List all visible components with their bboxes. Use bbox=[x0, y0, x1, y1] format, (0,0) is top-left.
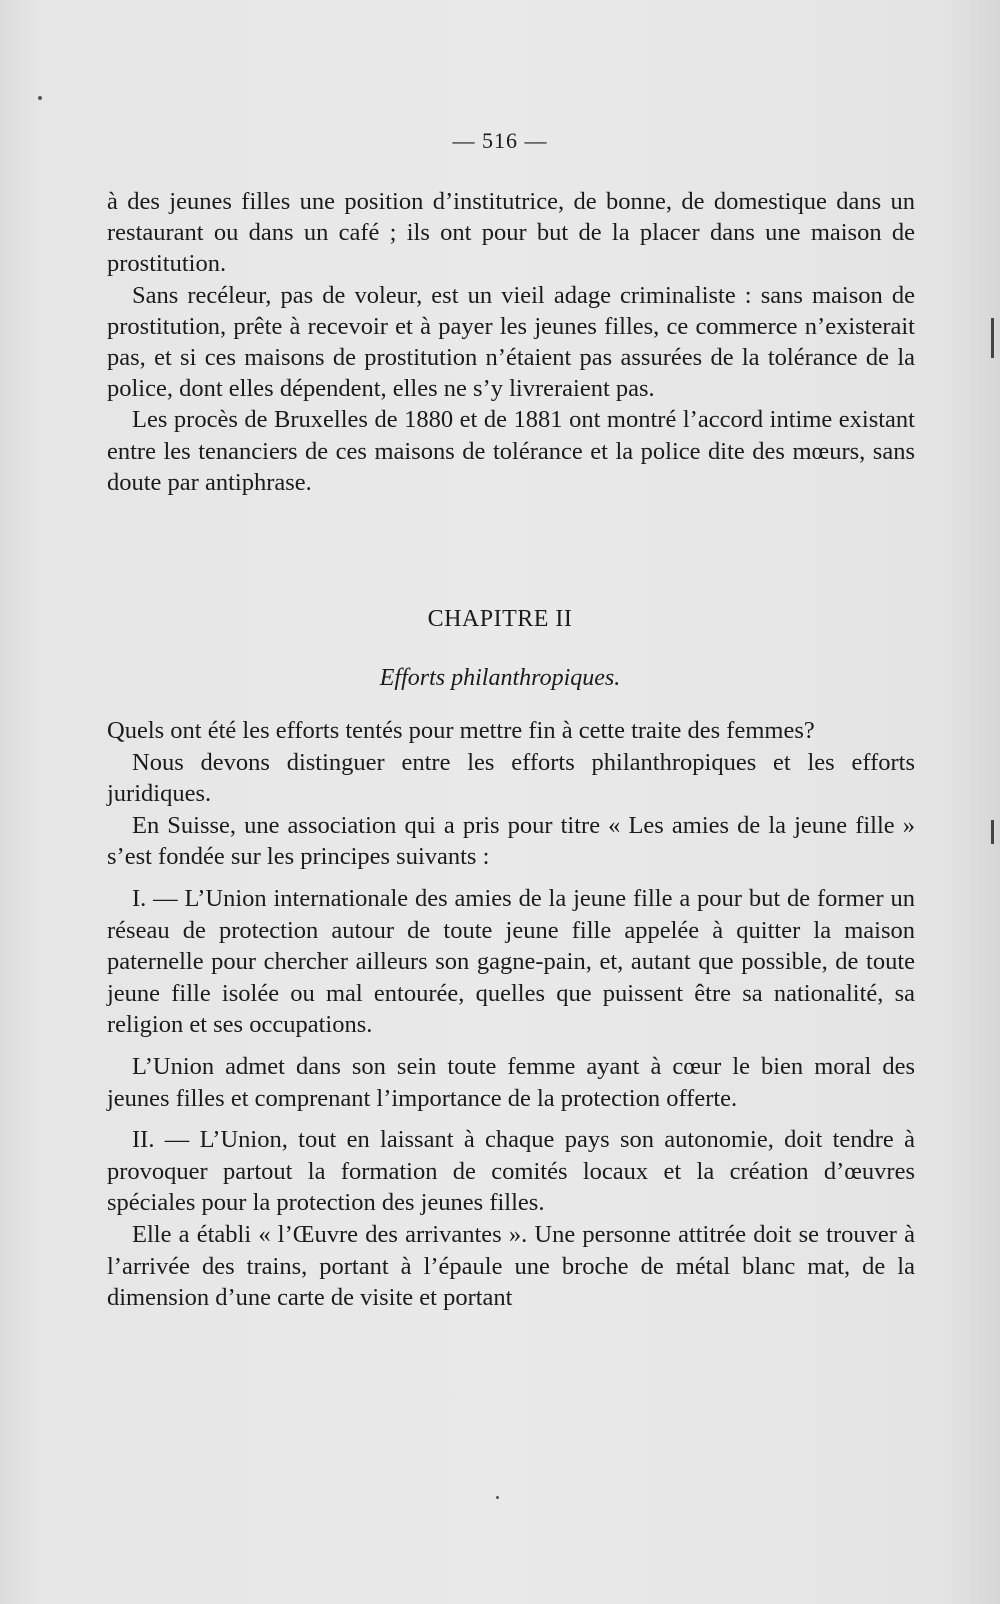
page-edge-mark bbox=[991, 318, 994, 358]
paragraph: Les procès de Bruxelles de 1880 et de 1881 ont montré l’accord intime existant entre les tenanciers de ces maisons de tolérance et la police dite des mœurs, sans doute par antiphrase. bbox=[107, 406, 915, 496]
paragraph: Nous devons distinguer entre les efforts philanthropiques et les efforts juridiques. bbox=[107, 748, 915, 808]
paragraph: Elle a établi « l’Œuvre des arrivantes ». Une personne attitrée doit se trouver à l’arrivée des trains, portant à l’épaule une broche de métal blanc mat, de la dimension d’une carte de visite et portant bbox=[107, 1220, 915, 1312]
paragraph: Sans recéleur, pas de voleur, est un vieil adage criminaliste : sans maison de prostitution, prête à recevoir et à payer les jeunes filles, ce commerce n’existerait pas, et si ces maisons de prostitution n’étaient pas assurées de la tolérance de la police, dont elles dépendent, elles ne s’y livreraient pas. bbox=[107, 281, 915, 403]
continuation-text bbox=[107, 186, 915, 498]
paper-speck bbox=[496, 1496, 499, 1499]
paragraph: En Suisse, une association qui a pris pour titre « Les amies de la jeune fille » s’est fondée sur les principes suivants : bbox=[107, 811, 915, 871]
body-text bbox=[107, 715, 915, 1314]
paragraph-gap bbox=[107, 1114, 915, 1124]
paragraph: II. — L’Union, tout en laissant à chaque pays son autonomie, doit tendre à provoquer partout la formation de comités locaux et la création d’œuvres spéciales pour la protection des jeunes filles. bbox=[107, 1126, 915, 1217]
paragraph: Quels ont été les efforts tentés pour mettre fin à cette traite des femmes? bbox=[107, 717, 815, 744]
chapter-title: CHAPITRE II bbox=[427, 606, 573, 632]
paragraph: I. — L’Union internationale des amies de la jeune fille a pour but de former un réseau de protection autour de toute jeune fille appelée à quitter la maison paternelle pour chercher ailleurs son gagne-pain, et, autant que possible, de toute jeune fille isolée ou mal entourée, quelles que puissent être sa nationalité, sa religion et ses occupations. bbox=[107, 884, 915, 1039]
page-edge-mark bbox=[991, 820, 994, 844]
paragraph: L’Union admet dans son sein toute femme ayant à cœur le bien moral des jeunes filles et comprenant l’importance de la protection offerte. bbox=[107, 1052, 915, 1112]
paragraph: à des jeunes filles une position d’institutrice, de bonne, de domestique dans un restaurant ou dans un café ; ils ont pour but de la placer dans une maison de prostitution. bbox=[107, 188, 915, 278]
page-number: — 516 — bbox=[452, 128, 548, 153]
paragraph-gap bbox=[107, 873, 915, 883]
paper-speck bbox=[38, 96, 42, 100]
paragraph-gap bbox=[107, 1041, 915, 1051]
section-title: Efforts philanthropiques. bbox=[379, 665, 621, 691]
